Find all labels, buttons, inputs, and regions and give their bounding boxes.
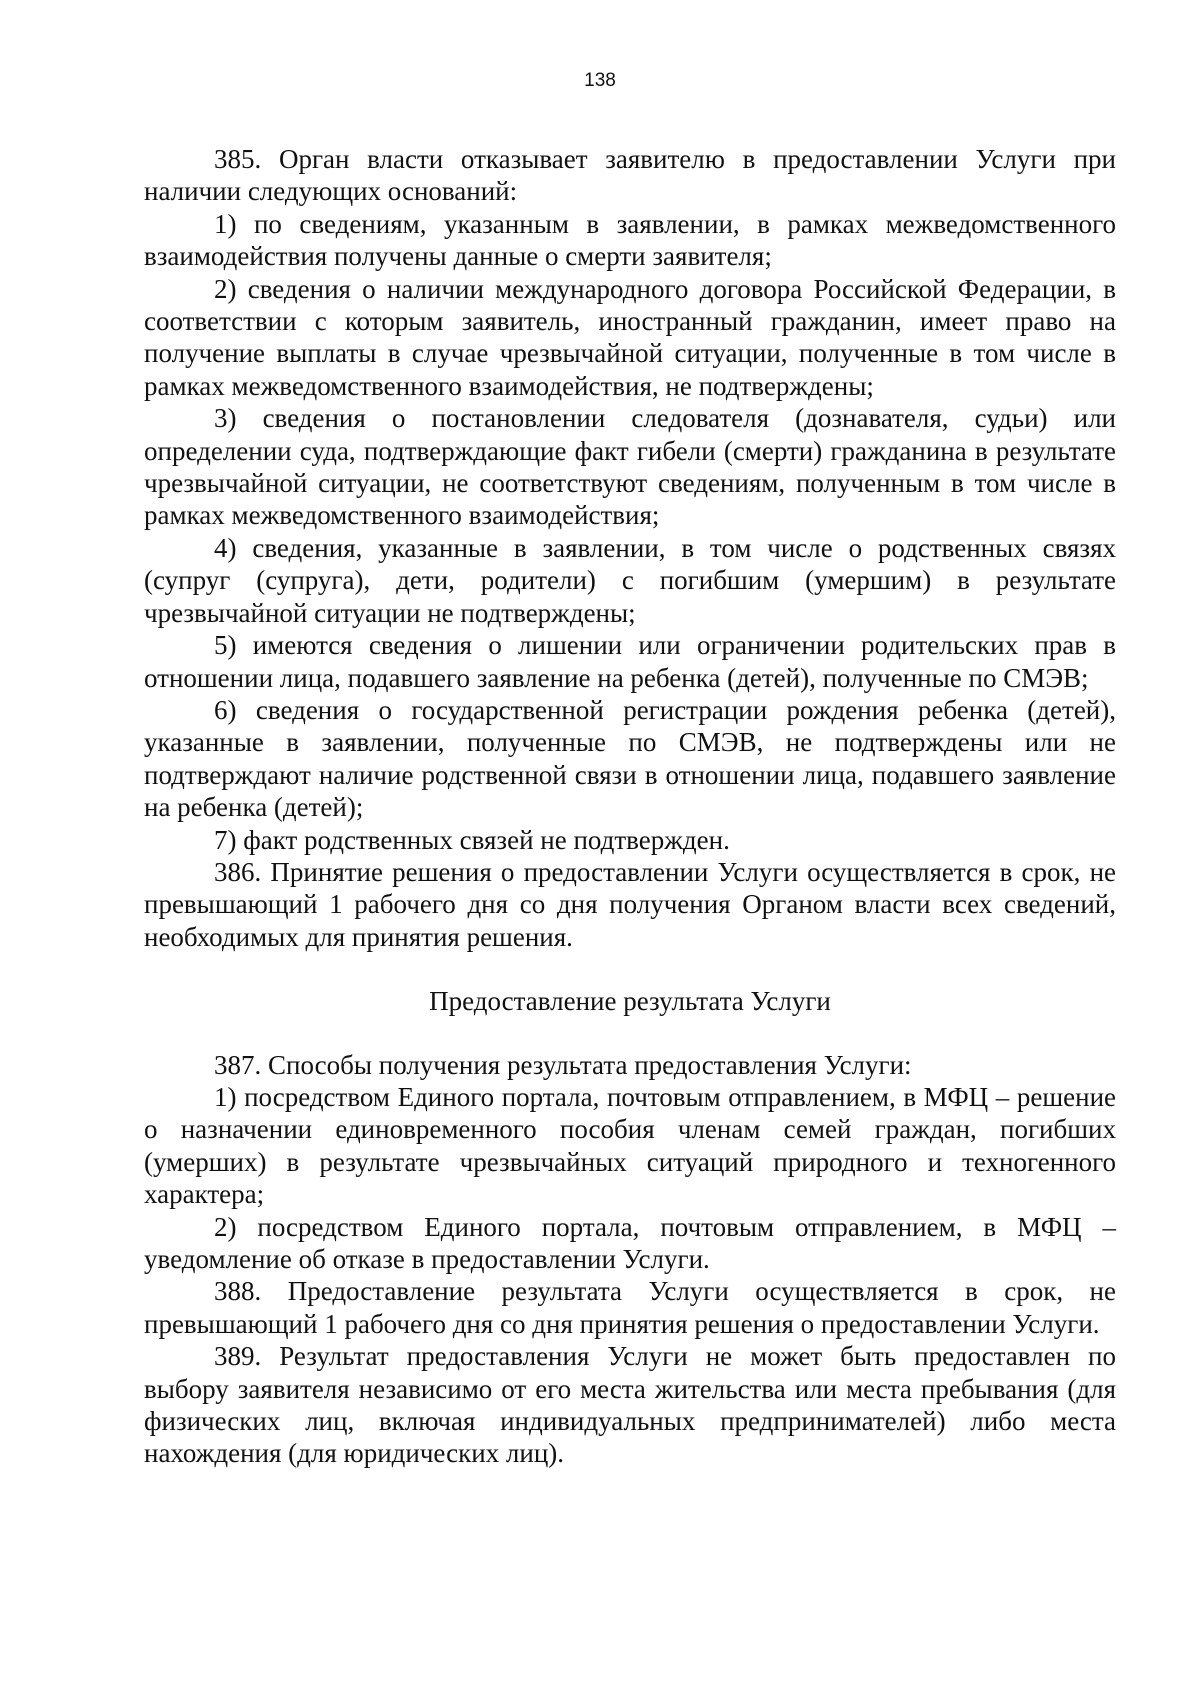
list-item-385-2: 2) сведения о наличии международного договора Российской Федерации, в соответствии с которым заявитель, иностранный гражданин, имеет право на получение выплаты в случае чрезвычайной ситуации, полученные в том числе в рамках межведомственного взаимодействия, не подтверждены; [144, 273, 1116, 401]
list-item-385-7: 7) факт родственных связей не подтвержден. [214, 824, 730, 855]
section-heading: Предоставление результата Услуги [429, 986, 831, 1017]
list-item-385-5: 5) имеются сведения о лишении или ограничении родительских прав в отношении лица, подавшего заявление на ребенка (детей), полученные по СМЭВ; [144, 630, 1116, 693]
paragraph-385: 385. Орган власти отказывает заявителю в предоставлении Услуги при наличии следующих оснований: [144, 144, 1116, 207]
list-item-385-6: 6) сведения о государственной регистрации рождения ребенка (детей), указанные в заявлении, полученные по СМЭВ, не подтверждены или не подтверждают наличие родственной связи в отношении лица, подавшего заявление на ребенка (детей); [144, 694, 1116, 823]
document-body [144, 143, 1116, 1470]
paragraph-386: 386. Принятие решения о предоставлении Услуги осуществляется в срок, не превышающий 1 рабочего дня со дня получения Органом власти всех сведений, необходимых для принятия решения. [144, 856, 1116, 952]
list-item-385-4: 4) сведения, указанные в заявлении, в том числе о родственных связях (супруг (супруга), дети, родители) с погибшим (умершим) в результате чрезвычайной ситуации не подтверждены; [144, 532, 1116, 628]
list-item-385-3: 3) сведения о постановлении следователя (дознавателя, судьи) или определении суда, подтверждающие факт гибели (смерти) гражданина в результате чрезвычайной ситуации, не соответствуют сведениям, полученным в том числе в рамках межведомственного взаимодействия; [144, 403, 1116, 531]
paragraph-389: 389. Результат предоставления Услуги не может быть предоставлен по выбору заявителя независимо от его места жительства или места пребывания (для физических лиц, включая индивидуальных предпринимателей) либо места нахождения (для юридических лиц). [144, 1341, 1116, 1469]
list-item-387-2: 2) посредством Единого портала, почтовым отправлением, в МФЦ – уведомление об отказе в предоставлении Услуги. [144, 1211, 1116, 1274]
page-number: 138 [584, 70, 616, 91]
paragraph-388: 388. Предоставление результата Услуги осуществляется в срок, не превышающий 1 рабочего дня со дня принятия решения о предоставлении Услуги. [144, 1276, 1116, 1339]
list-item-385-1: 1) по сведениям, указанным в заявлении, в рамках межведомственного взаимодействия получены данные о смерти заявителя; [144, 208, 1116, 272]
list-item-387-1: 1) посредством Единого портала, почтовым отправлением, в МФЦ – решение о назначении единовременного пособия членам семей граждан, погибших (умерших) в результате чрезвычайных ситуаций природного и техногенного характера; [144, 1081, 1116, 1210]
paragraph-387: 387. Способы получения результата предоставления Услуги: [214, 1049, 912, 1080]
